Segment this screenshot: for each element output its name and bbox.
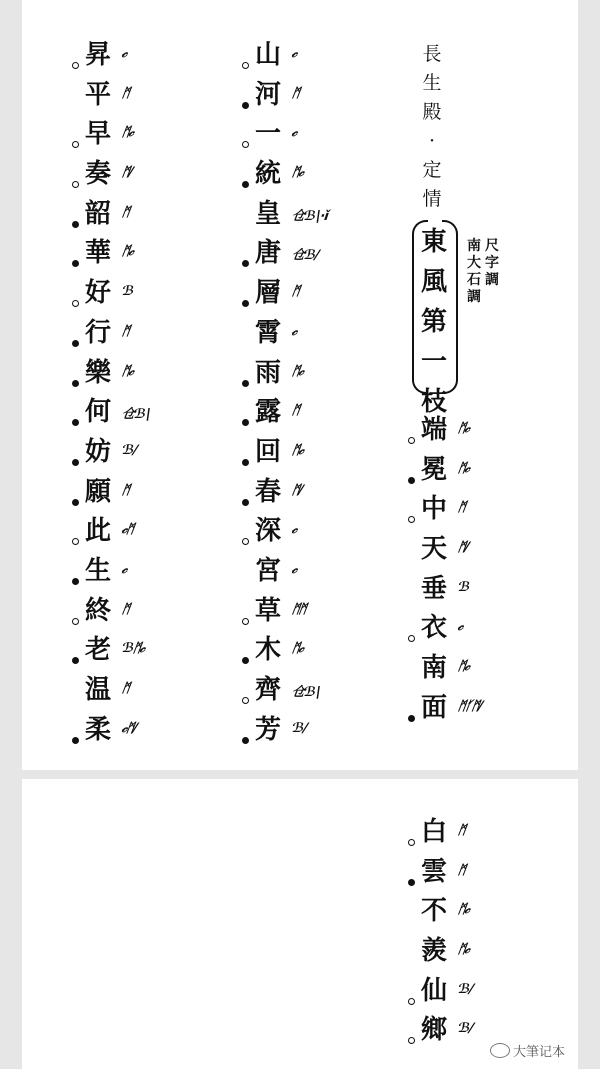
beat-dot-mark — [242, 459, 249, 466]
lyric-row — [248, 513, 298, 553]
gongche-notation: ᛗ𝒸 — [456, 902, 471, 918]
lyric-char: 不 — [420, 896, 447, 927]
gongche-notation: ᛗ𝒸 — [456, 421, 471, 436]
gongche-notation: ᛗᛗ — [290, 601, 307, 617]
gongche-notation: ℬ — [456, 579, 471, 595]
lyric-row — [78, 235, 135, 275]
beat-ring-mark — [408, 839, 415, 846]
mode-char: 大 — [467, 255, 481, 271]
beat-ring-mark — [242, 618, 249, 625]
gongche-notation: ᛗ𝒸 — [456, 460, 471, 476]
lyric-row — [414, 973, 474, 1013]
lyric-row — [248, 593, 307, 633]
lyric-char: 奏 — [84, 159, 111, 190]
lyric-char: 露 — [254, 397, 281, 428]
lyric-row — [78, 275, 135, 315]
mode-label-left — [466, 238, 482, 306]
beat-ring-mark — [242, 697, 249, 704]
title-char: 定 — [422, 159, 442, 181]
lyric-row — [78, 553, 128, 593]
lyric-column-3 — [78, 37, 152, 751]
lyric-char: 好 — [84, 278, 111, 309]
gongche-notation: ᛗ𝒸 — [120, 244, 135, 260]
gongche-notation: ᛗ — [120, 85, 130, 101]
lyric-char: 河 — [254, 79, 281, 110]
lyric-row — [414, 531, 470, 571]
lyric-char: 一 — [254, 119, 281, 150]
lyric-row — [248, 474, 304, 514]
tune-name-char: 第 — [420, 307, 447, 337]
beat-ring-mark — [408, 437, 415, 444]
gongche-notation: 仓ℬ∣·ǐ — [290, 208, 329, 224]
lyric-row — [414, 610, 464, 650]
lyric-row — [78, 434, 138, 474]
lyric-char: 唐 — [254, 238, 281, 269]
gongche-notation: ᛗ𝒸 — [290, 363, 305, 379]
title-char: 長 — [422, 43, 442, 65]
gongche-notation: ℬᛗ𝒸 — [120, 641, 146, 657]
lyric-row — [248, 116, 298, 156]
beat-dot-mark — [72, 459, 79, 466]
gongche-notation: ᛗ — [456, 862, 466, 878]
lyric-char: 此 — [84, 516, 111, 547]
gongche-notation: ᛗ𝒸 — [456, 942, 471, 958]
lyric-row — [78, 77, 130, 117]
beat-dot-mark — [408, 477, 415, 484]
lyric-char: 老 — [84, 635, 111, 666]
gongche-notation: ℬ/ — [456, 981, 474, 997]
gongche-notation: ᛗ — [120, 601, 130, 617]
lyric-char: 山 — [254, 40, 281, 70]
lyric-char: 草 — [254, 595, 281, 626]
gongche-notation: ℬ/ — [120, 442, 138, 458]
gongche-notation: ᛗ𝒸 — [456, 659, 471, 675]
gongche-notation: ᛗ𝒸 — [290, 165, 305, 181]
lyric-char: 羨 — [420, 936, 447, 967]
gongche-notation: 仓ℬ/ — [290, 248, 320, 264]
beat-dot-mark — [242, 380, 249, 387]
lyric-char: 生 — [84, 555, 111, 586]
gongche-notation: ᛗ𝒸 — [120, 125, 135, 141]
gongche-notation: 𝒸 — [290, 46, 298, 61]
lyric-char: 華 — [84, 238, 111, 269]
lyric-char: 木 — [254, 635, 281, 666]
lyric-char: 雲 — [420, 856, 447, 887]
tune-name-bracket — [414, 212, 454, 417]
lyric-char: 齊 — [254, 675, 281, 705]
lyric-char: 中 — [420, 494, 447, 525]
lyric-char: 仙 — [420, 975, 447, 1006]
gongche-notation: 𝒸 — [290, 522, 298, 538]
lyric-row — [414, 893, 471, 933]
lyric-column-2 — [248, 37, 329, 751]
title-char: 生 — [422, 72, 442, 94]
lyric-row — [78, 355, 135, 395]
lyric-char: 衣 — [420, 613, 447, 644]
mode-char: 石 — [467, 272, 481, 288]
mode-char: 南 — [467, 238, 481, 254]
lyric-row — [78, 156, 134, 196]
lyric-column-1 — [414, 412, 484, 730]
lyric-char: 願 — [84, 476, 111, 507]
lyric-row — [248, 632, 305, 672]
gongche-notation: 𝒸 — [456, 619, 464, 635]
lyric-row — [248, 156, 305, 196]
gongche-notation: ᛗ — [120, 204, 130, 220]
lyric-row — [248, 672, 322, 712]
gongche-notation: ᛗ/ — [120, 165, 134, 181]
gongche-notation: ᛗ — [120, 323, 130, 339]
lyric-char: 行 — [84, 317, 111, 348]
lyric-row — [78, 116, 135, 156]
lyric-row — [414, 690, 484, 730]
lyric-char: 統 — [254, 159, 281, 190]
lyric-char: 柔 — [84, 714, 111, 745]
lyric-char: 垂 — [420, 573, 447, 604]
gongche-notation: 𝒸ᛗ/ — [120, 720, 138, 736]
lyric-row — [248, 355, 305, 395]
lyric-char: 何 — [84, 397, 111, 428]
lyric-char: 早 — [84, 119, 111, 150]
lyric-char: 鄉 — [420, 1015, 447, 1046]
gongche-notation: ᛗ𝒸 — [290, 442, 305, 458]
lyric-char: 面 — [420, 692, 447, 723]
beat-dot-mark — [72, 340, 79, 347]
lyric-row — [248, 235, 320, 275]
gongche-notation: ᛗ — [290, 403, 300, 419]
gongche-notation: ᛗ — [120, 681, 130, 696]
lyric-column-4 — [414, 814, 474, 1052]
tune-name-char: 一 — [420, 347, 447, 377]
gongche-notation: ᛗ — [456, 823, 466, 838]
watermark-text: 大筆记本 — [513, 1045, 566, 1060]
mode-label-right — [484, 238, 500, 289]
title-char: · — [428, 130, 436, 152]
mode-char: 尺 — [485, 238, 499, 254]
lyric-row — [78, 513, 135, 553]
gongche-notation: 仓ℬ∣ — [290, 685, 322, 700]
lyric-char: 回 — [254, 436, 281, 467]
lyric-row — [248, 196, 329, 236]
opera-title — [420, 40, 444, 214]
lyric-row — [414, 412, 471, 452]
lyric-row — [414, 491, 466, 531]
gongche-notation: 仓ℬ∣ — [120, 407, 152, 423]
lyric-char: 春 — [254, 476, 281, 507]
gongche-notation: ᛗ — [120, 482, 130, 498]
lyric-row — [78, 196, 130, 236]
mode-char: 字 — [485, 255, 499, 271]
lyric-char: 樂 — [84, 357, 111, 388]
lyric-row — [248, 77, 300, 117]
gongche-notation: ᛗ/ — [290, 482, 304, 498]
watermark — [490, 1041, 565, 1060]
score-page-2 — [22, 779, 578, 1069]
lyric-row — [78, 632, 146, 672]
lyric-row — [78, 37, 128, 77]
lyric-char: 南 — [420, 653, 447, 684]
lyric-row — [78, 315, 130, 355]
tune-name-char: 東 — [420, 227, 447, 257]
gongche-notation: 𝒸 — [120, 46, 128, 61]
lyric-row — [414, 814, 466, 854]
tune-name-char: 枝 — [420, 387, 447, 417]
lyric-row — [78, 394, 152, 434]
lyric-char: 平 — [84, 79, 111, 110]
gongche-notation: 𝒸ᛗ — [120, 522, 135, 538]
lyric-char: 深 — [254, 516, 281, 547]
beat-dot-mark — [72, 578, 79, 585]
lyric-char: 雨 — [254, 357, 281, 388]
lyric-char: 天 — [420, 534, 447, 565]
beat-ring-mark — [72, 181, 79, 188]
lyric-row — [248, 553, 298, 593]
beat-dot-mark — [242, 499, 249, 506]
mode-char: 調 — [467, 289, 481, 305]
beat-ring-mark — [72, 618, 79, 625]
beat-dot-mark — [72, 221, 79, 228]
lyric-char: 芳 — [254, 714, 281, 745]
title-char: 情 — [422, 188, 442, 210]
lyric-char: 端 — [420, 415, 447, 445]
lyric-char: 霄 — [254, 317, 281, 348]
lyric-row — [414, 854, 466, 894]
lyric-char: 妨 — [84, 436, 111, 467]
gongche-notation: 𝒸 — [290, 125, 298, 141]
gongche-notation: 𝒸 — [290, 561, 298, 577]
beat-dot-mark — [408, 715, 415, 722]
lyric-char: 皇 — [254, 198, 281, 229]
lyric-row — [414, 650, 471, 690]
title-char: 殿 — [422, 101, 442, 123]
beat-ring-mark — [72, 62, 79, 69]
gongche-notation: ᛗ𝒸 — [290, 641, 305, 657]
lyric-row — [414, 1012, 474, 1052]
gongche-notation: ℬ/ — [456, 1021, 474, 1037]
gongche-notation: ℬ — [120, 284, 135, 300]
lyric-row — [414, 571, 471, 611]
lyric-char: 白 — [420, 817, 447, 847]
lyric-row — [78, 672, 130, 712]
beat-dot-mark — [242, 102, 249, 109]
gongche-notation: ᛗᚶᛗ/ — [456, 698, 484, 714]
lyric-char: 韶 — [84, 198, 111, 229]
beat-dot-mark — [72, 499, 79, 506]
beat-dot-mark — [72, 380, 79, 387]
gongche-notation: ℬ/ — [290, 720, 308, 736]
beat-ring-mark — [242, 62, 249, 69]
lyric-char: 昇 — [84, 40, 111, 70]
beat-dot-mark — [242, 181, 249, 188]
gongche-notation: 𝒸 — [120, 561, 128, 577]
lyric-row — [248, 434, 305, 474]
gongche-notation: ᛗ/ — [456, 540, 470, 556]
lyric-char: 層 — [254, 278, 281, 309]
wechat-icon — [490, 1043, 510, 1058]
beat-ring-mark — [408, 998, 415, 1005]
gongche-notation: ᛗ — [456, 500, 466, 516]
lyric-char: 終 — [84, 595, 111, 626]
mode-char: 調 — [485, 272, 499, 288]
lyric-row — [248, 712, 308, 752]
lyric-row — [414, 933, 471, 973]
lyric-row — [78, 593, 130, 633]
beat-dot-mark — [408, 879, 415, 886]
lyric-row — [248, 275, 300, 315]
gongche-notation: ᛗ𝒸 — [120, 363, 135, 379]
lyric-row — [78, 712, 138, 752]
beat-dot-mark — [242, 737, 249, 744]
lyric-row — [248, 37, 298, 77]
gongche-notation: ᛗ — [290, 85, 300, 101]
gongche-notation: 𝒸 — [290, 323, 298, 339]
lyric-row — [248, 394, 300, 434]
score-page-1 — [22, 0, 578, 770]
gongche-notation: ᛗ — [290, 284, 300, 300]
lyric-char: 温 — [84, 675, 111, 705]
lyric-char: 宮 — [254, 555, 281, 586]
lyric-row — [248, 315, 298, 355]
lyric-row — [78, 474, 130, 514]
beat-dot-mark — [72, 737, 79, 744]
tune-name-char: 風 — [420, 267, 447, 297]
lyric-row — [414, 452, 471, 492]
lyric-char: 冕 — [420, 454, 447, 485]
